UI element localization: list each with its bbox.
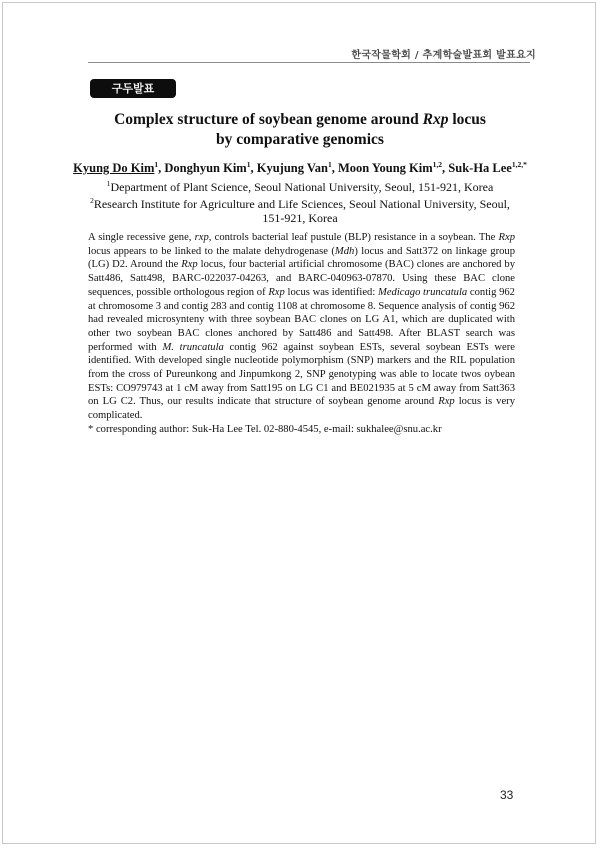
author-name: Suk-Ha Lee: [448, 161, 512, 176]
author-name: Donghyun Kim: [164, 161, 247, 176]
corresponding-author-note: * corresponding author: Suk-Ha Lee Tel. 02-880-4545, e-mail: sukhalee@snu.ac.kr: [88, 424, 442, 435]
abstract-text: locus was identified:: [284, 286, 378, 298]
author-affiliation-mark: 1,2,*: [511, 160, 527, 169]
gene-name: Rxp: [268, 286, 285, 298]
author-affiliation-mark: 1: [327, 160, 332, 169]
title-text: Complex structure of soybean genome around: [114, 111, 423, 128]
abstract-body: [88, 231, 515, 423]
gene-name: Rxp: [438, 396, 455, 408]
affiliation-list: [80, 177, 520, 225]
author-affiliation-mark: 1,2: [432, 160, 443, 169]
abstract-text: , controls bacterial leaf pustule (BLP) resistance in a soybean. The: [208, 232, 499, 243]
affiliation-mark: 2: [90, 196, 94, 205]
affiliation-line: [80, 194, 520, 211]
affiliation-text: 151-921, Korea: [262, 211, 338, 225]
affiliation-line: [80, 177, 520, 194]
abstract-text: contig 962 against soybean ESTs, several soybean ESTs were identified. With developed single nucleotide polymorphism (SNP) markers and the RIL population from the cross of Pureunkong and Jinpumkong 2, SNP genotyping was able to locate twos oybean ESTs: CO979743 at 1 cM away from Satt195 on LG C1 and BE021935 at 5 cM away from Satt363 on LG C2. Thus, our results indicate that structure of soybean genome around: [88, 341, 515, 408]
header-rule: [88, 62, 530, 63]
gene-name: Rxp: [181, 259, 198, 271]
abstract-text: ) locus and Satt372 on linkage group (LG) D2. Around the: [88, 245, 516, 271]
running-header: 한국작물학회 / 추계학술발표회 발표요지: [351, 50, 536, 61]
title-text-end: locus: [448, 111, 486, 128]
gene-name: Mdh: [334, 245, 355, 257]
author-name: Kyujung Van: [256, 161, 328, 176]
affiliation-mark: 1: [106, 179, 111, 188]
author-affiliation-mark: 1: [246, 160, 251, 169]
gene-name: rxp: [194, 232, 209, 243]
author-name: Kyung Do Kim: [73, 161, 155, 176]
abstract-text: locus appears to be linked to the malate dehydrogenase (: [88, 245, 335, 257]
gene-name: Rxp: [498, 232, 515, 243]
author-list: Kyung Do Kim$^1$, Donghyun Kim$^1$, Kyujung Van$^1$, Moon Young Kim$^{1,2}$, Suk-Ha Lee$^{1,2,*}$: [73, 160, 527, 176]
author-name: Moon Young Kim: [337, 161, 433, 176]
title-line2: by comparative genomics: [216, 131, 384, 148]
abstract-text: A single recessive gene,: [88, 232, 195, 243]
abstract-text: locus, four bacterial artificial chromosome (BAC) clones are anchored by Satt486, Satt498, BARC-022037-04263, and BARC-040963-07870. Using these BAC clone sequences, possible orthologous region of: [88, 259, 515, 298]
species-name: M. truncatula: [162, 341, 224, 353]
species-name: Medicago truncatula: [378, 286, 468, 298]
session-badge: 구두발표: [90, 79, 176, 98]
affiliation-line: [80, 211, 520, 225]
affiliation-text: Research Institute for Agriculture and Life Sciences, Seoul National University, Seoul,: [93, 197, 510, 211]
abstract-text: contig 962 at chromosome 3 and contig 283 and contig 1108 at chromosome 8. Sequence analysis of contig 962 had revealed microsynteny with three soybean BAC clones on LG A1, which are duplicated with other two soybean BAC clones anchored by Satt486 and Satt498. After BLAST search was performed with: [88, 286, 515, 353]
affiliation-text: Department of Plant Science, Seoul National University, Seoul, 151-921, Korea: [110, 180, 494, 194]
abstract-text: locus is very complicated.: [88, 396, 515, 422]
author-affiliation-mark: 1: [154, 160, 159, 169]
title-gene-name: Rxp: [422, 111, 449, 128]
paper-title: [60, 110, 540, 150]
page-number: 33: [500, 788, 514, 802]
